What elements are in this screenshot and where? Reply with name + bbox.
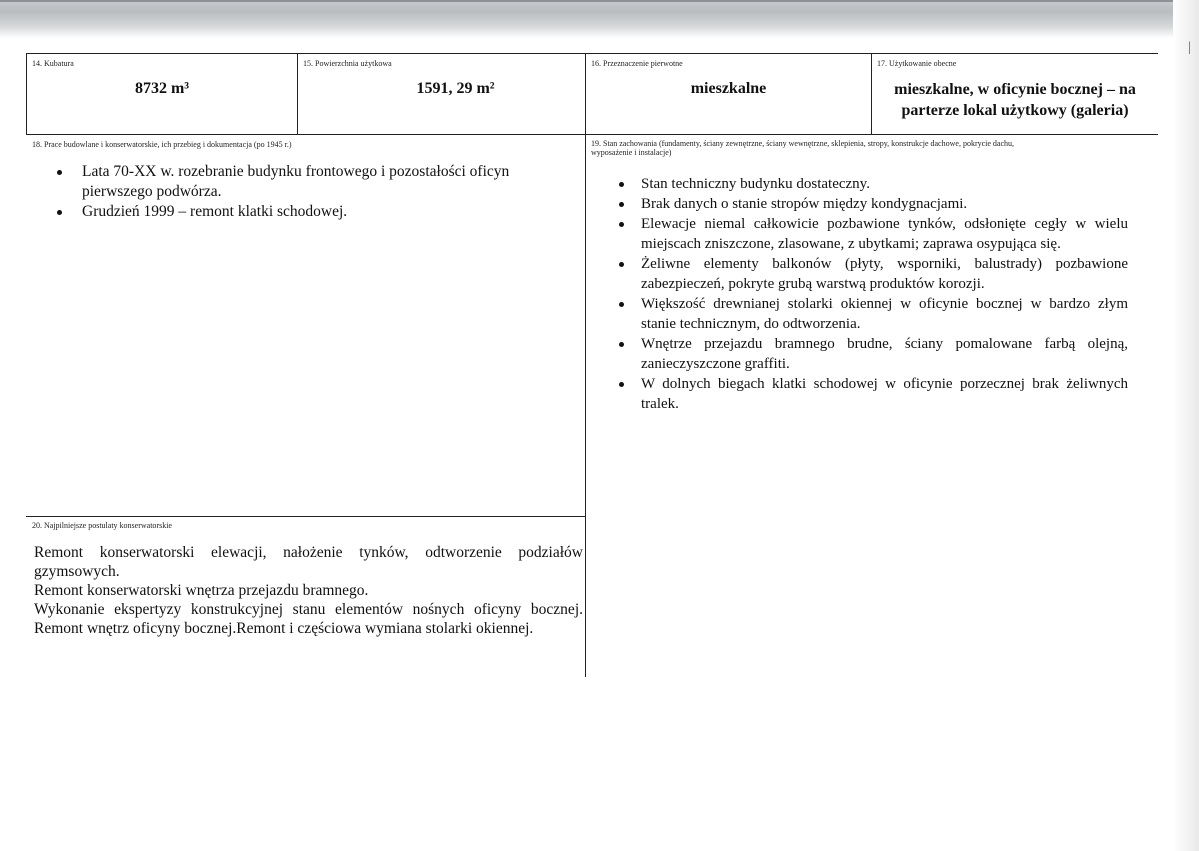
field-17-value-line2: parterze lokal użytkowy (galeria) — [901, 102, 1129, 119]
field-15-label: 15. Powierzchnia użytkowa — [303, 59, 392, 68]
field-18-list — [50, 162, 570, 222]
field-20-text — [34, 543, 583, 638]
field-14-label: 14. Kubatura — [32, 59, 74, 68]
grid-line-mid — [26, 134, 1158, 135]
field-14-value: 8732 m³ — [134, 80, 190, 97]
list-item: Żeliwne elementy balkonów (płyty, wsporniki, balustrady) pozbawione zabezpieczeń, pokryte grubą warstwą produktów korozji. — [610, 254, 1128, 294]
list-item: W dolnych biegach klatki schodowej w oficynie porzecznej brak żeliwnych tralek. — [610, 374, 1128, 414]
field-17-value-line1: mieszkalne, w oficynie bocznej – na — [894, 81, 1136, 98]
list-item: Wnętrze przejazdu bramnego brudne, ściany pomalowane farbą olejną, zanieczyszczone graffiti. — [610, 334, 1128, 374]
grid-line-top — [26, 53, 1158, 54]
list-item: Grudzień 1999 – remont klatki schodowej. — [50, 202, 570, 222]
field-19-label — [591, 139, 1014, 157]
field-15-value: 1591, 29 m² — [416, 80, 495, 97]
scan-corner-mark: | — [1188, 40, 1191, 55]
field-16-value: mieszkalne — [690, 80, 767, 97]
grid-line-sec20 — [26, 516, 586, 517]
list-item: Brak danych o stanie stropów między kondygnacjami. — [610, 194, 1128, 214]
paragraph: Remont konserwatorski wnętrza przejazdu bramnego. — [34, 582, 369, 599]
paragraph: Remont konserwatorski elewacji, nałożenie tynków, odtworzenie podziałów gzymsowych. — [34, 544, 583, 580]
field-16-label: 16. Przeznaczenie pierwotne — [591, 59, 683, 68]
list-item: Większość drewnianej stolarki okiennej w oficynie bocznej w bardzo złym stanie technicznym, do odtworzenia. — [610, 294, 1128, 334]
paragraph: Wykonanie ekspertyzy konstrukcyjnej stanu elementów nośnych oficyny bocznej. Remont wnętrz oficyny bocznej.Remont i częściowa wymiana stolarki okiennej. — [34, 601, 583, 637]
grid-line-v2 — [585, 53, 586, 677]
field-17-value — [872, 79, 1158, 121]
scan-shadow-right — [1173, 0, 1199, 851]
list-item: Elewacje niemal całkowicie pozbawione tynków, odsłonięte cegły w wielu miejscach zniszczone, zlasowane, z ubytkami; zaprawa osypująca się. — [610, 214, 1128, 254]
list-item: Lata 70-XX w. rozebranie budynku frontowego i pozostałości oficyn pierwszego podwórza. — [50, 162, 570, 202]
field-20-label: 20. Najpilniejsze postulaty konserwatorskie — [32, 521, 172, 530]
field-19-list — [610, 174, 1128, 414]
field-19-label-line1: 19. Stan zachowania (fundamenty, ściany zewnętrzne, ściany wewnętrzne, sklepienia, stropy, konstrukcje dachowe, pokrycie dachu, — [591, 139, 1015, 148]
list-item: Stan techniczny budynku dostateczny. — [610, 174, 1128, 194]
scan-shadow-top — [0, 0, 1199, 38]
scan-edge-line — [0, 0, 1199, 2]
field-19-label-line2: wyposażenie i instalacje) — [591, 148, 672, 157]
field-18-label: 18. Prace budowlane i konserwatorskie, ich przebieg i dokumentacja (po 1945 r.) — [32, 140, 292, 149]
field-17-label: 17. Użytkowanie obecne — [877, 59, 957, 68]
